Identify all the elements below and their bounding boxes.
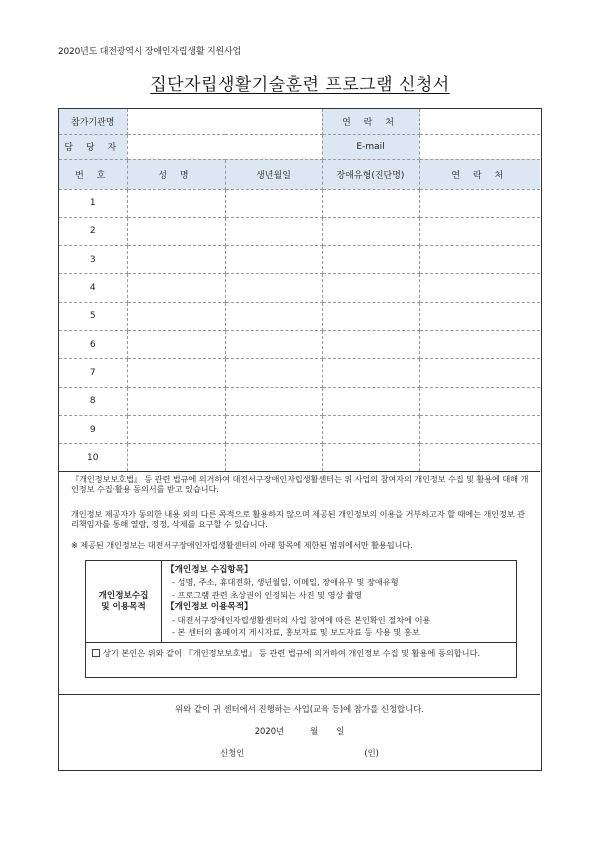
participant-row [59,302,540,330]
disability-cell[interactable] [322,359,419,387]
name-cell[interactable] [127,330,225,358]
name-cell[interactable] [127,217,225,245]
contact-cell[interactable] [419,387,540,415]
row-number: 9 [59,415,127,443]
participant-row [59,217,540,245]
disability-cell[interactable] [322,302,419,330]
privacy-consent-box [85,560,517,678]
contact-cell[interactable] [419,217,540,245]
col-header-contact: 연 락 처 [419,159,540,189]
disability-cell[interactable] [322,415,419,443]
row-number: 4 [59,274,127,302]
date-year: 2020년 [254,726,285,736]
program-subtitle: 2020년도 대전광역시 장애인자립생활 지원사업 [58,47,241,57]
participant-row [59,387,540,415]
row-number: 8 [59,387,127,415]
name-cell[interactable] [127,387,225,415]
birthdate-cell[interactable] [225,189,322,217]
contact-cell[interactable] [419,359,540,387]
contact-cell[interactable] [419,274,540,302]
birthdate-cell[interactable] [225,274,322,302]
privacy-purpose-label-line1: 개인정보수집 [98,590,149,601]
contact-cell[interactable] [419,415,540,443]
date-day[interactable]: 일 [336,726,345,736]
contact-cell[interactable] [419,330,540,358]
collect-item: - 성명, 주소, 휴대전화, 생년월일, 이메일, 장애유무 및 장애유형 [172,577,399,588]
disability-cell[interactable] [322,274,419,302]
disability-cell[interactable] [322,217,419,245]
participant-row [59,330,540,358]
row-number: 1 [59,189,127,217]
birthdate-cell[interactable] [225,246,322,274]
contact-cell[interactable] [419,189,540,217]
birthdate-cell[interactable] [225,359,322,387]
contact-cell[interactable] [419,444,540,472]
application-form [58,108,542,771]
consent-checkbox[interactable] [92,649,100,657]
privacy-details [166,564,514,638]
participant-row [59,415,540,443]
document-title-wrap [0,70,600,95]
birthdate-cell[interactable] [225,330,322,358]
name-cell[interactable] [127,415,225,443]
email-label: E-mail [322,134,419,159]
manager-field[interactable] [127,134,322,159]
col-header-number: 번 호 [59,159,127,189]
contact-label: 연 락 처 [322,109,419,134]
participant-row [59,274,540,302]
participant-row [59,246,540,274]
row-number: 2 [59,217,127,245]
col-header-name: 성 명 [127,159,225,189]
row-number: 5 [59,302,127,330]
application-date [59,725,540,737]
contact-cell[interactable] [419,302,540,330]
birthdate-cell[interactable] [225,444,322,472]
row-number: 10 [59,444,127,472]
birthdate-cell[interactable] [225,415,322,443]
birthdate-cell[interactable] [225,302,322,330]
purpose-heading: 【개인정보 이용목적】 [166,602,253,613]
col-header-birthdate: 생년월일 [225,159,322,189]
contact-field[interactable] [419,109,540,134]
birthdate-cell[interactable] [225,387,322,415]
disability-cell[interactable] [322,444,419,472]
privacy-notice-scope: ※ 제공된 개인정보는 대전서구장애인자립생활센터의 아래 항목에 제한된 범위에서만 활용됩니다. [71,540,413,550]
org-field[interactable] [127,109,322,134]
collect-items-heading: 【개인정보 수집항목】 [166,565,253,575]
manager-row [59,134,540,159]
applicant-label: 신청인 [220,748,245,758]
disability-cell[interactable] [322,387,419,415]
name-cell[interactable] [127,359,225,387]
privacy-purpose-label-line2: 및 이용목적 [101,601,146,612]
document-title: 집단자립생활기술훈련 프로그램 신청서 [150,75,450,95]
row-number: 3 [59,246,127,274]
org-row [59,109,540,134]
signature-section [59,694,540,770]
privacy-notice-legal-basis: 『개인정보보호법』 등 관련 법규에 의거하여 대전서구장애인자립생활센터는 위 사업의 참여자의 개인정보 수집 및 활용에 대해 개인정보 수집·활용 동의서를 받고 있습니다. [71,474,529,494]
purpose-item: - 본 센터의 홈페이지 게시자료, 홍보자료 및 보도자료 등 사용 및 홍보 [172,627,420,638]
purpose-item: - 대전서구장애인자립생활센터의 사업 참여에 따른 본인확인 절차에 이용 [172,614,431,625]
collect-item: - 프로그램 관련 초상권이 인정되는 사진 및 영상 촬영 [172,589,362,600]
participant-row [59,359,540,387]
col-header-disability-type: 장애유형(진단명) [322,159,419,189]
name-cell[interactable] [127,246,225,274]
consent-text: 상기 본인은 위와 같이 『개인정보보호법』 등 관련 법규에 의거하여 개인정보 수집 및 활용에 동의합니다. [103,648,481,658]
email-field[interactable] [419,134,540,159]
name-cell[interactable] [127,274,225,302]
participants-header-row [59,159,540,189]
disability-cell[interactable] [322,246,419,274]
name-cell[interactable] [127,444,225,472]
date-month[interactable]: 월 [310,726,319,736]
org-label: 참가기관명 [59,109,127,134]
disability-cell[interactable] [322,189,419,217]
application-table [59,109,540,472]
consent-statement [86,642,516,678]
row-number: 6 [59,330,127,358]
seal-label: (인) [364,748,379,758]
birthdate-cell[interactable] [225,217,322,245]
applicant-signature [59,747,540,759]
name-cell[interactable] [127,189,225,217]
contact-cell[interactable] [419,246,540,274]
participant-row [59,189,540,217]
privacy-purpose-label [86,561,162,642]
name-cell[interactable] [127,302,225,330]
application-statement: 위와 같이 귀 센터에서 진행하는 사업(교육 등)에 참가를 신청합니다. [175,704,424,714]
row-number: 7 [59,359,127,387]
manager-label: 담 당 자 [59,134,127,159]
participant-row [59,444,540,472]
privacy-notice-refusal-right: 개인정보 제공자가 동의한 내용 외의 다른 목적으로 활용하지 않으며 제공된 개인정보의 이용을 거부하고자 할 때에는 개인정보 관리책임자를 통해 열람, 정정, 삭제를 요구할 수 있습니다. [71,509,525,529]
disability-cell[interactable] [322,330,419,358]
